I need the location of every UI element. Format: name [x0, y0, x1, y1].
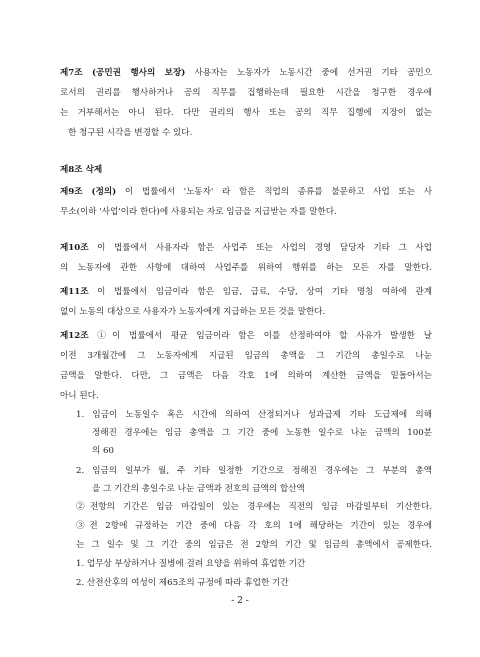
article-12-paragraph-3-item-1: 1. 업무상 부상하거나 질병에 걸려 요양을 위하여 휴업한 기간 — [76, 559, 306, 569]
page-number: - 2 - — [231, 596, 249, 606]
article-12-paragraph-3-line-1: ③전 2항에 규정하는 기간 중에 다음 각 호의 1에 해당하는 기간이 있는 경우에 — [76, 521, 432, 531]
article-9-heading: 제9조 (정의) — [60, 187, 117, 197]
article-11-line-2: 없이 노동의 대상으로 사용자가 노동자에게 지급하는 모든 것을 말한다. — [60, 307, 326, 317]
article-12-item-1-line-2: 정해진 경우에는 임금 총액을 그 기간 중에 노동한 일수로 나눈 금액의 100분 — [92, 428, 432, 438]
article-12-line-3: 금액을 말한다. 다만, 그 금액은 다음 각호 1에 의하여 계산한 금액을 밑돌아서는 — [60, 371, 432, 381]
article-7-line-2: 로서의 권리를 행사하거나 공의 직무를 집행하는데 필요한 시간을 청구한 경우에 — [60, 88, 432, 98]
article-7-line-3: 는 거부해서는 아니 된다. 다만 권리의 행사 또는 공의 직무 집행에 지장이 없는 — [60, 108, 432, 118]
article-9-line-2: 무소(이하 '사업'이라 한다)에 사용되는 자로 임금을 지급받는 자를 말한다. — [60, 207, 337, 217]
article-12-item-2-line-2: 을 그 기간의 총일수로 나눈 금액과 전호의 금액의 합산액 — [92, 484, 305, 494]
article-12-item-1-line-1: 1. 임금이 노동일수 혹은 시간에 의하여 산정되거나 성과급제 기타 도급제에 의해 — [76, 410, 432, 420]
article-10-text-1: 이 법률에서 사용자라 함은 사업주 또는 사업의 경영 담당자 기타 그 사업 — [97, 243, 433, 253]
article-12-paragraph-3-item-2: 2. 산전산후의 여성이 제65조의 규정에 따라 휴업한 기간 — [76, 578, 289, 588]
article-10-line-2: 의 노동자에 관한 사항에 대하여 사업주를 위하여 행위를 하는 모든 자를 말한다. — [60, 263, 432, 273]
article-7-line-1 — [60, 67, 432, 79]
article-12-line-2: 이전 3개월간에 그 노동자에게 지급된 임금의 총액을 그 기간의 총일수로 나눈 — [60, 351, 432, 361]
article-7-text-1: 사용자는 노동자가 노동시간 중에 선거권 기타 공민으 — [194, 68, 433, 78]
article-12-paragraph-2: ②전항의 기간은 임금 마감일이 있는 경우에는 직전의 임금 마감일부터 기산한다. — [76, 502, 432, 512]
article-7-line-4: 한 청구된 시각을 변경할 수 있다. — [68, 128, 193, 138]
article-11-text-1: 이 법률에서 임금이라 함은 임금, 급료, 수당, 상여 기타 명칭 여하에 관계 — [97, 287, 432, 297]
article-12-paragraph-3-line-2: 는 그 일수 및 그 기간 중의 임금은 전 2항의 기간 및 임금의 총액에서 공제한다. — [76, 540, 432, 550]
article-9-text-1: 이 법률에서 '노동자' 라 함은 직업의 종류를 불문하고 사업 또는 사 — [124, 187, 432, 197]
article-10-line-1 — [60, 242, 432, 254]
article-7-heading: 제7조 (공민권 행사의 보장) — [60, 68, 186, 78]
article-12-line-4: 아니 된다. — [60, 391, 99, 401]
article-12-heading: 제12조 — [60, 331, 89, 341]
article-12-line-1 — [60, 330, 432, 342]
article-12-item-2-line-1: 2. 임금의 일부가 월, 주 기타 일정한 기간으로 정해진 경우에는 그 부분의 총액 — [76, 466, 432, 476]
article-9-line-1 — [60, 186, 432, 198]
article-12-item-1-line-3: 의 60 — [92, 446, 114, 456]
article-10-heading: 제10조 — [60, 243, 89, 253]
article-12-text-1: ①이 법률에서 평균 임금이라 함은 이를 산정하여야 할 사유가 발생한 날 — [97, 331, 432, 341]
article-11-heading: 제11조 — [60, 287, 89, 297]
article-8-heading: 제8조 삭제 — [60, 165, 103, 175]
article-11-line-1 — [60, 286, 432, 298]
